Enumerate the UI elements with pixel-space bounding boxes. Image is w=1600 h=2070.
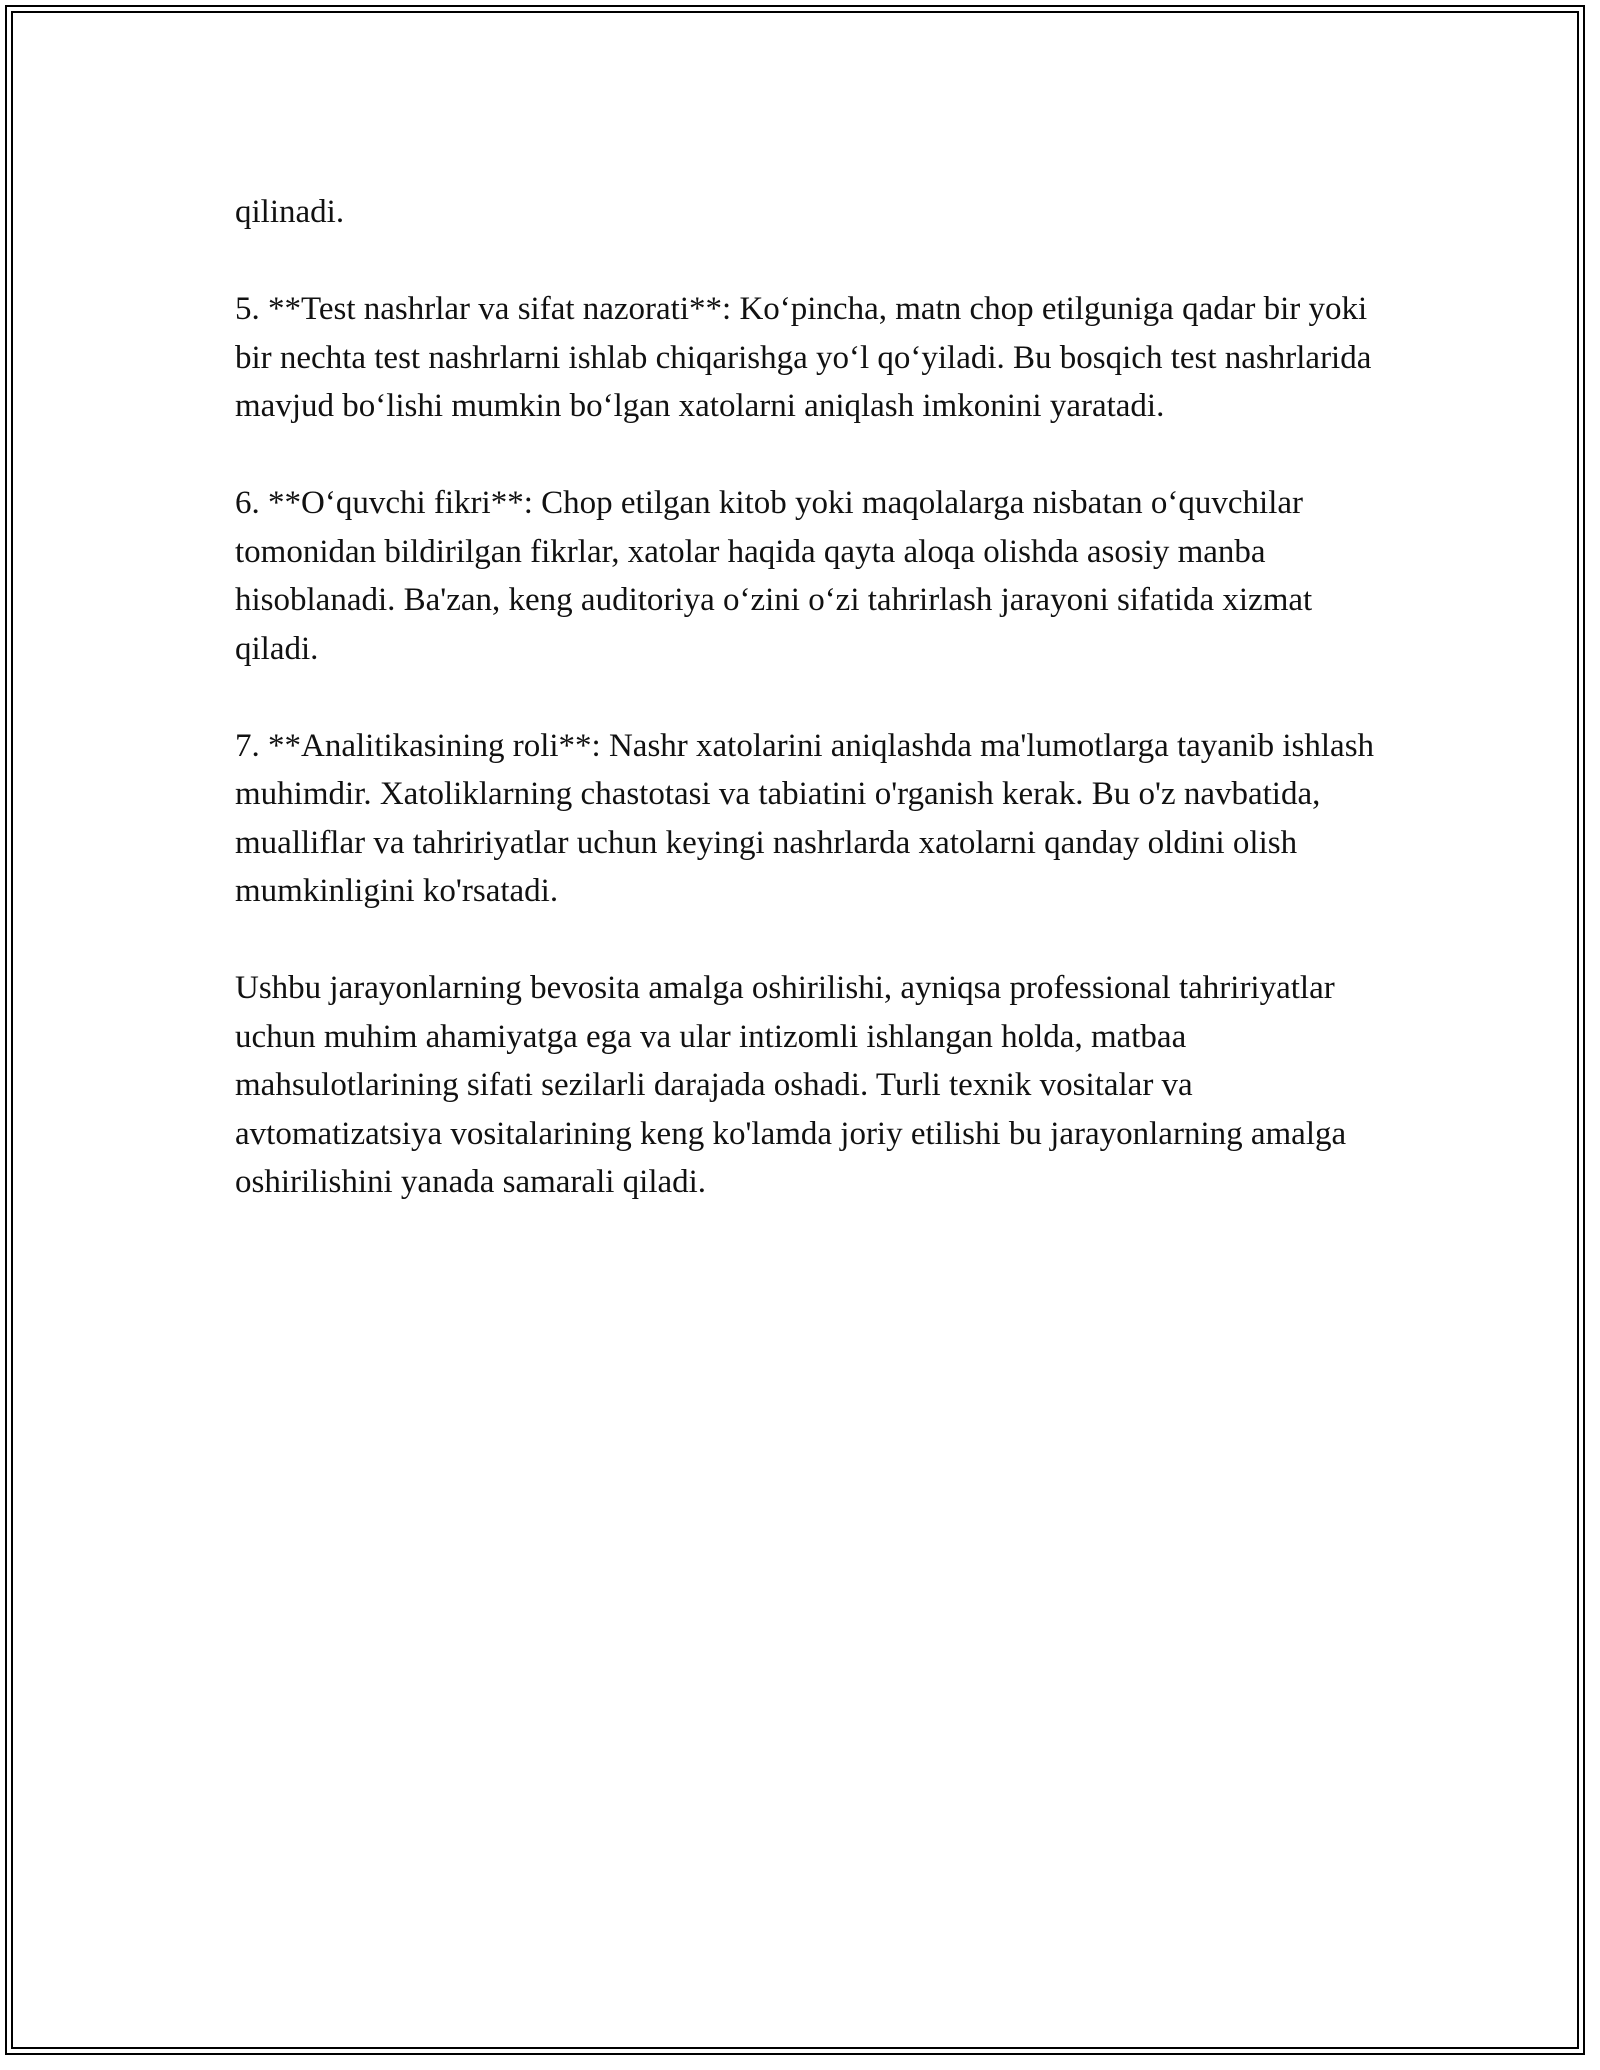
paragraph-continuation: qilinadi. xyxy=(235,194,345,230)
list-item-5-test-editions: 5. **Test nashrlar va sifat nazorati**: Ko‘pincha, matn chop etilguniga qadar bir yoki bir nechta test nashrlarni ishlab chiqarishga yo‘l qo‘yiladi. Bu bosqich test nashrlarida mavjud bo‘lishi mumkin bo‘lgan xatolarni aniqlash imkonini yaratadi. xyxy=(235,291,1372,424)
paragraph-conclusion: Ushbu jarayonlarning bevosita amalga oshirilishi, ayniqsa professional tahririyatlar uchun muhim ahamiyatga ega va ular intizomli ishlangan holda, matbaa mahsulotlarining sifati sezilarli darajada oshadi. Turli texnik vositalar va avtomatizatsiya vositalarining keng ko'lamda joriy etilishi bu jarayonlarning amalga oshirilishini yanada samarali qiladi. xyxy=(235,970,1347,1200)
list-item-7-analytics-role: 7. **Analitikasining roli**: Nashr xatolarini aniqlashda ma'lumotlarga tayanib ishlash muhimdir. Xatoliklarning chastotasi va tabiatini o'rganish kerak. Bu o'z navbatida, mualliflar va tahririyatlar uchun keyingi nashrlarda xatolarni qanday oldini olish mumkinligini ko'rsatadi. xyxy=(235,727,1375,909)
list-item-6-reader-feedback: 6. **O‘quvchi fikri**: Chop etilgan kitob yoki maqolalarga nisbatan o‘quvchilar tomonidan bildirilgan fikrlar, xatolar haqida qayta aloqa olishda asosiy manba hisoblanadi. Ba'zan, keng auditoriya o‘zini o‘zi tahrirlash jarayoni sifatida xizmat qiladi. xyxy=(235,485,1313,667)
document-body xyxy=(235,188,1375,1255)
